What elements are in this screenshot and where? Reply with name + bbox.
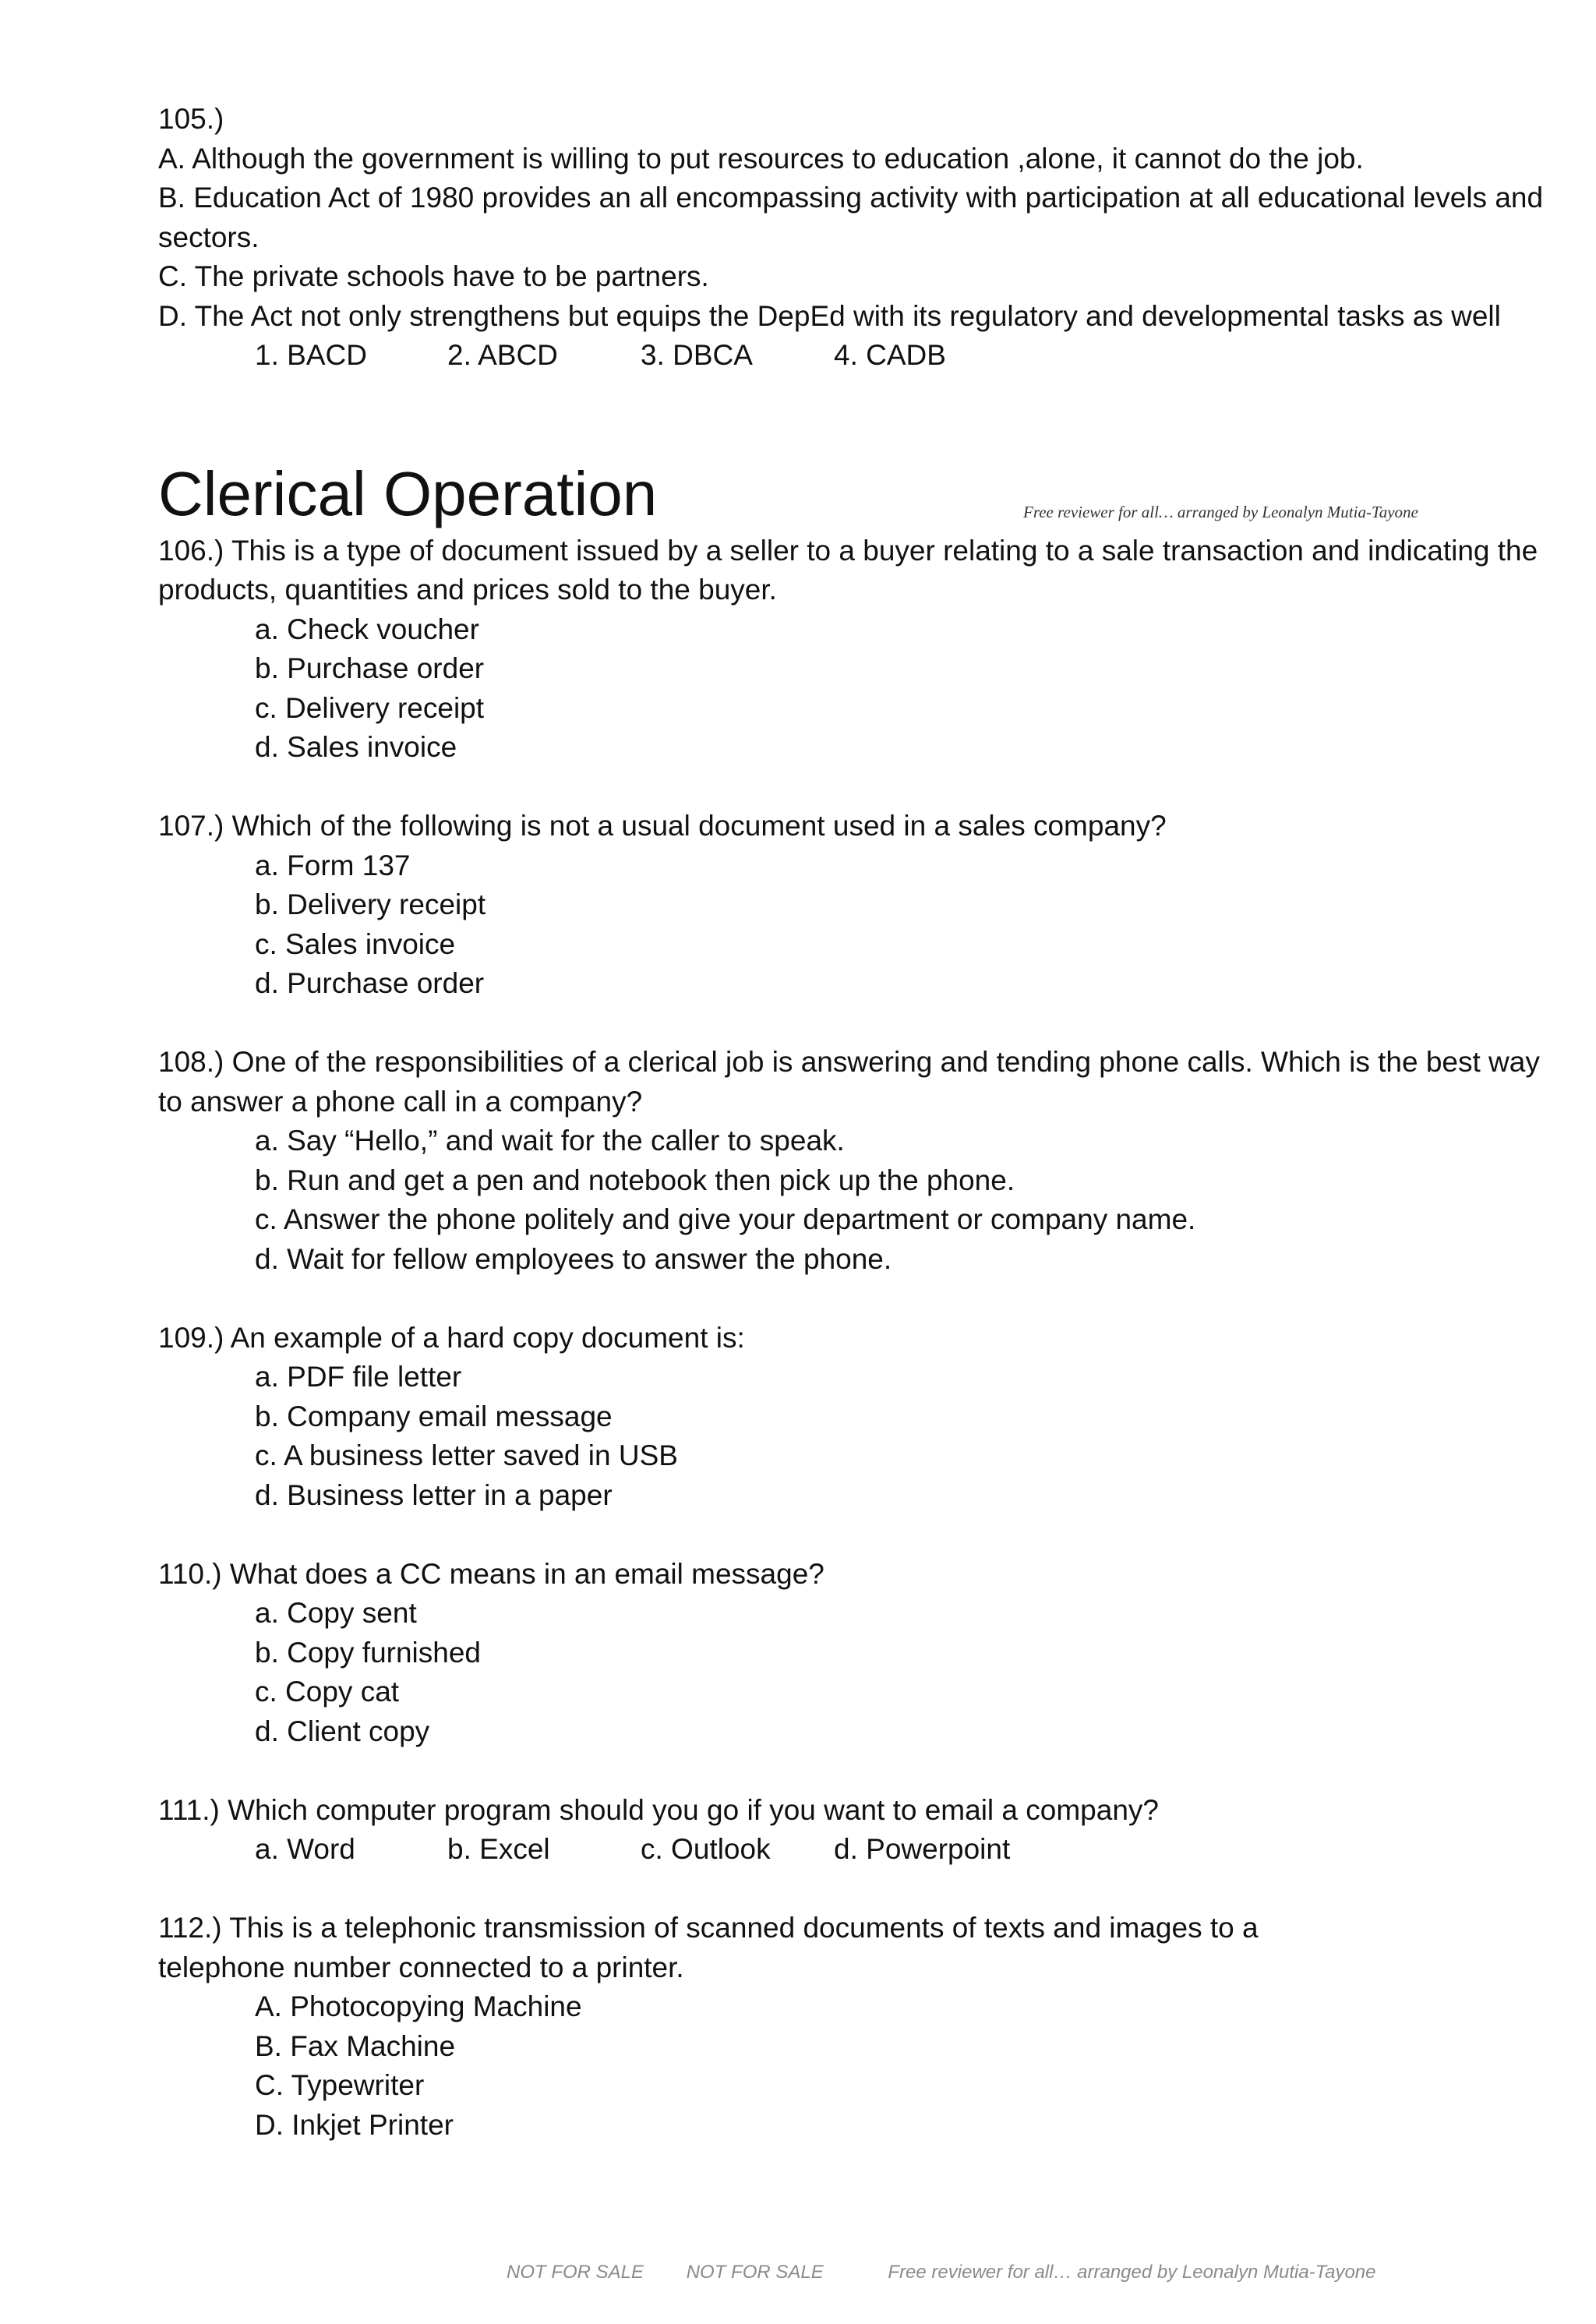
option-a: a. Word <box>255 1833 355 1865</box>
question-106 <box>158 532 1553 768</box>
question-112 <box>158 1909 1553 2145</box>
statement-c: C. The private schools have to be partners. <box>158 260 709 292</box>
option-d: D. Inkjet Printer <box>255 2108 454 2141</box>
option-d: d. Business letter in a paper <box>255 1478 613 1511</box>
statement-d: D. The Act not only strengthens but equips the DepEd with its regulatory and developmental tasks as well <box>158 299 1501 332</box>
option-d: d. Sales invoice <box>255 731 457 763</box>
choice-2: 2. ABCD <box>447 339 558 371</box>
question-109 <box>158 1319 1553 1516</box>
option-a: a. Check voucher <box>255 613 479 645</box>
question-111-choices <box>158 1830 1553 1870</box>
statement-b: B. Education Act of 1980 provides an all encompassing activity with participation at all educational levels and sectors. <box>158 182 1544 253</box>
option-d: d. Wait for fellow employees to answer the phone. <box>255 1242 892 1275</box>
option-d: d. Purchase order <box>255 967 485 999</box>
option-b: b. Delivery receipt <box>255 888 486 920</box>
footer-not-for-sale: NOT FOR SALE <box>507 2262 644 2283</box>
question-108 <box>158 1043 1553 1279</box>
question-105-number: 105.) <box>158 103 224 135</box>
section-credit: Free reviewer for all… arranged by Leonalyn Mutia-Tayone <box>1023 502 1418 521</box>
section-title: Clerical Operation <box>158 458 658 528</box>
option-b: B. Fax Machine <box>255 2029 456 2062</box>
question-105 <box>158 100 1553 376</box>
option-d: d. Client copy <box>255 1715 430 1747</box>
option-c: c. Answer the phone politely and give your department or company name. <box>255 1203 1196 1235</box>
question-112-text-line-2: telephone number connected to a printer. <box>158 1951 684 1983</box>
statement-a: A. Although the government is willing to put resources to education ,alone, it cannot do the job. <box>158 142 1364 175</box>
question-106-text: 106.) This is a type of document issued by a seller to a buyer relating to a sale transaction and indicating the products, quantities and prices sold to the buyer. <box>158 534 1538 606</box>
option-c: c. Delivery receipt <box>255 691 485 724</box>
section-header <box>158 454 1553 532</box>
option-b: b. Copy furnished <box>255 1636 482 1669</box>
footer-credit: Free reviewer for all… arranged by Leonalyn Mutia-Tayone <box>888 2262 1376 2283</box>
option-b: b. Excel <box>447 1833 550 1865</box>
question-110 <box>158 1555 1553 1752</box>
page-footer <box>507 2262 1376 2283</box>
choice-3: 3. DBCA <box>641 339 753 371</box>
question-112-text-line-1: 112.) This is a telephonic transmission of scanned documents of texts and images to a <box>158 1912 1259 1944</box>
question-110-text: 110.) What does a CC means in an email message? <box>158 1557 824 1590</box>
question-105-choices <box>158 336 1553 376</box>
option-b: b. Purchase order <box>255 652 485 684</box>
option-c: C. Typewriter <box>255 2069 425 2101</box>
footer-not-for-sale: NOT FOR SALE <box>686 2262 824 2283</box>
option-a: A. Photocopying Machine <box>255 1990 582 2022</box>
option-a: a. PDF file letter <box>255 1361 462 1393</box>
option-a: a. Form 137 <box>255 849 411 881</box>
option-c: c. Sales invoice <box>255 927 456 960</box>
choice-4: 4. CADB <box>834 339 946 371</box>
question-109-text: 109.) An example of a hard copy document is: <box>158 1321 745 1354</box>
question-107-text: 107.) Which of the following is not a usual document used in a sales company? <box>158 810 1167 842</box>
question-111 <box>158 1791 1553 1870</box>
option-b: b. Run and get a pen and notebook then pick up the phone. <box>255 1164 1015 1196</box>
choice-1: 1. BACD <box>255 339 367 371</box>
option-c: c. A business letter saved in USB <box>255 1439 678 1471</box>
option-d: d. Powerpoint <box>834 1833 1011 1865</box>
question-108-text: 108.) One of the responsibilities of a clerical job is answering and tending phone calls. Which is the best way to answer a phone call in a company? <box>158 1046 1540 1118</box>
question-107 <box>158 807 1553 1004</box>
option-c: c. Copy cat <box>255 1676 400 1708</box>
option-a: a. Copy sent <box>255 1597 417 1629</box>
page-content <box>158 100 1553 2145</box>
option-b: b. Company email message <box>255 1400 613 1432</box>
option-c: c. Outlook <box>641 1833 771 1865</box>
question-111-text: 111.) Which computer program should you go if you want to email a company? <box>158 1793 1159 1826</box>
option-a: a. Say “Hello,” and wait for the caller to speak. <box>255 1125 845 1157</box>
